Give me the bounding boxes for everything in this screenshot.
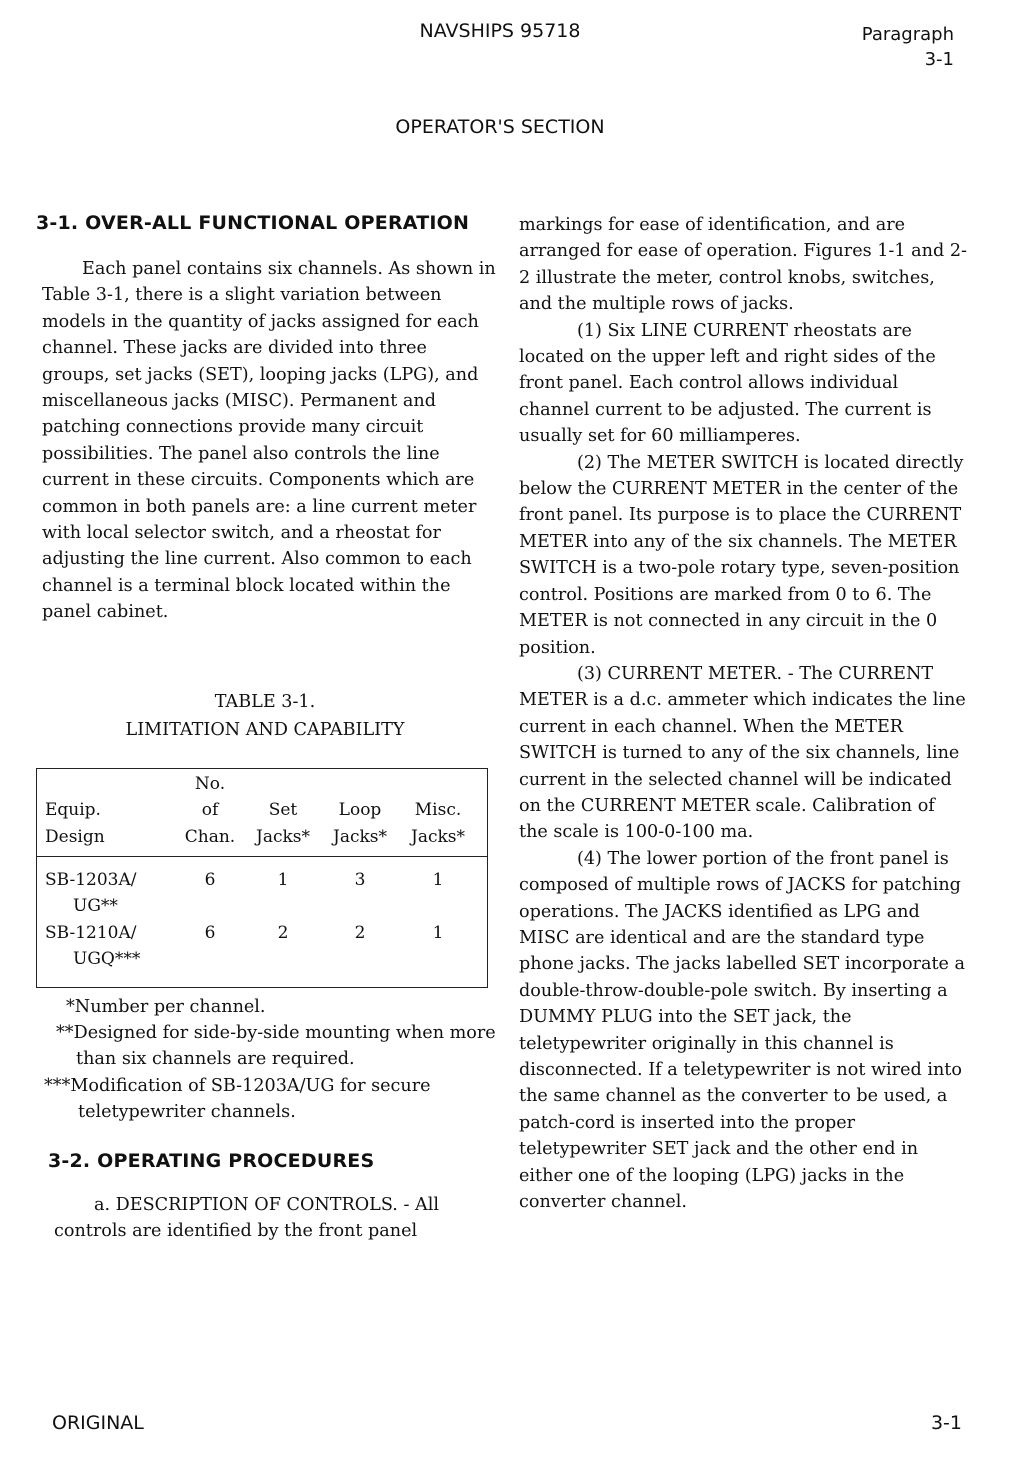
footer-original: ORIGINAL — [52, 1412, 144, 1434]
header-cell — [321, 771, 399, 797]
header-cell: Chan. — [184, 826, 236, 847]
table-row — [37, 920, 487, 946]
paragraph-number: 3-1 — [924, 49, 954, 70]
design-cell: SB-1210A/ — [45, 922, 137, 943]
header-cell: Design — [45, 826, 105, 847]
footnote-1: *Number per channel. — [66, 996, 266, 1017]
table-row-continuation — [37, 946, 487, 972]
rheostats-paragraph: (1) Six LINE CURRENT rheostats are located on the upper left and right sides of the front panel. Each control allows individual channel current to be adjusted. The current is usually set for 60 milliamperes. — [519, 320, 936, 447]
loop-jacks-cell: 3 — [354, 869, 366, 890]
right-column — [519, 212, 967, 1215]
controls-paragraph: a. DESCRIPTION OF CONTROLS. - All controls are identified by the front panel — [54, 1194, 439, 1241]
channels-cell: 6 — [204, 922, 216, 943]
table-header-row — [37, 771, 487, 797]
left-column — [36, 212, 498, 1244]
header-cell: Jacks* — [333, 826, 387, 847]
header-cell — [37, 771, 175, 797]
paragraph-label: Paragraph — [861, 24, 954, 45]
misc-jacks-cell: 1 — [432, 869, 444, 890]
header-cell: Equip. — [45, 800, 101, 821]
channels-cell: 6 — [204, 869, 216, 890]
table-row-continuation — [37, 893, 487, 919]
header-cell — [399, 771, 477, 797]
footer-page-number: 3-1 — [930, 1412, 962, 1434]
set-jacks-cell: 1 — [277, 869, 289, 890]
design-cell: SB-1203A/ — [45, 869, 137, 890]
limitation-capability-table — [36, 768, 488, 988]
current-meter-paragraph: (3) CURRENT METER. - The CURRENT METER is a d.c. ammeter which indicates the line current in each channel. When the METER SWITCH is turned to any of the six channels, line current in the selected channel will be indicated on the CURRENT METER scale. Calibration of the scale is 100-0-100 ma. — [519, 663, 966, 843]
misc-jacks-cell: 1 — [432, 922, 444, 943]
table-header-row — [37, 824, 487, 850]
heading-3-1: 3-1. OVER-ALL FUNCTIONAL OPERATION — [36, 212, 470, 234]
jacks-paragraph: (4) The lower portion of the front panel is composed of multiple rows of JACKS for patching operations. The JACKS identified as LPG and MISC are identical and are the standard type phone jacks. The jacks labelled SET incorporate a double-throw-double-pole switch. By inserting a DUMMY PLUG into the SET jack, the teletypewriter originally in this channel is disconnected. If a teletypewriter is not wired into the same channel as the converter to be used, a patch-cord is inserted into the proper teletypewriter SET jack and the other end in either one of the looping (LPG) jacks in the converter channel. — [519, 848, 966, 1213]
intro-paragraph: Each panel contains six channels. As shown in Table 3-1, there is a slight variation between models in the quantity of jacks assigned for each channel. These jacks are divided into three groups, set jacks (SET), looping jacks (LPG), and miscellaneous jacks (MISC). Permanent and patching connections provide many circuit possibilities. The panel also controls the line current in these circuits. Components which are common in both panels are: a line current meter with local selector switch, and a rheostat for adjusting the line current. Also common to each channel is a terminal block located within the panel cabinet. — [42, 259, 496, 623]
paragraph-reference — [862, 22, 954, 72]
header-cell: Loop — [338, 800, 382, 821]
document-number: NAVSHIPS 95718 — [419, 20, 581, 42]
header-cell — [245, 771, 321, 797]
header-cell: Misc. — [414, 800, 462, 821]
table-row — [37, 867, 487, 893]
design-cell-continued: UG** — [73, 896, 118, 917]
section-title: OPERATOR'S SECTION — [395, 116, 605, 138]
set-jacks-cell: 2 — [277, 922, 289, 943]
footnote-2: **Designed for side-by-side mounting when more than six channels are required. — [56, 1022, 496, 1070]
table-number: TABLE 3-1. — [214, 691, 316, 712]
design-cell-continued: UGQ*** — [73, 949, 141, 970]
loop-jacks-cell: 2 — [354, 922, 366, 943]
header-cell: No. — [194, 773, 226, 794]
table-footnotes — [36, 994, 498, 1126]
footnote-3: ***Modification of SB-1203A/UG for secure teletypewriter channels. — [44, 1075, 431, 1123]
header-cell: Jacks* — [256, 826, 310, 847]
table-caption — [32, 688, 498, 744]
header-cell: Set — [268, 800, 298, 821]
heading-3-2: 3-2. OPERATING PROCEDURES — [48, 1149, 375, 1172]
table-body — [37, 857, 487, 987]
table-header — [37, 769, 487, 857]
table-header-row — [37, 797, 487, 823]
header-cell: of — [201, 800, 219, 821]
continued-paragraph: markings for ease of identification, and are arranged for ease of operation. Figures 1-1 and 2-2 illustrate the meter, control knobs, switches, and the multiple rows of jacks. — [519, 215, 967, 315]
header-cell: Jacks* — [411, 826, 465, 847]
table-title: LIMITATION AND CAPABILITY — [125, 719, 405, 740]
meter-switch-paragraph: (2) The METER SWITCH is located directly below the CURRENT METER in the center of the front panel. Its purpose is to place the CURRENT METER into any of the six channels. The METER SWITCH is a two-pole rotary type, seven-position control. Positions are marked from 0 to 6. The METER is not connected in any circuit in the 0 position. — [519, 452, 964, 658]
